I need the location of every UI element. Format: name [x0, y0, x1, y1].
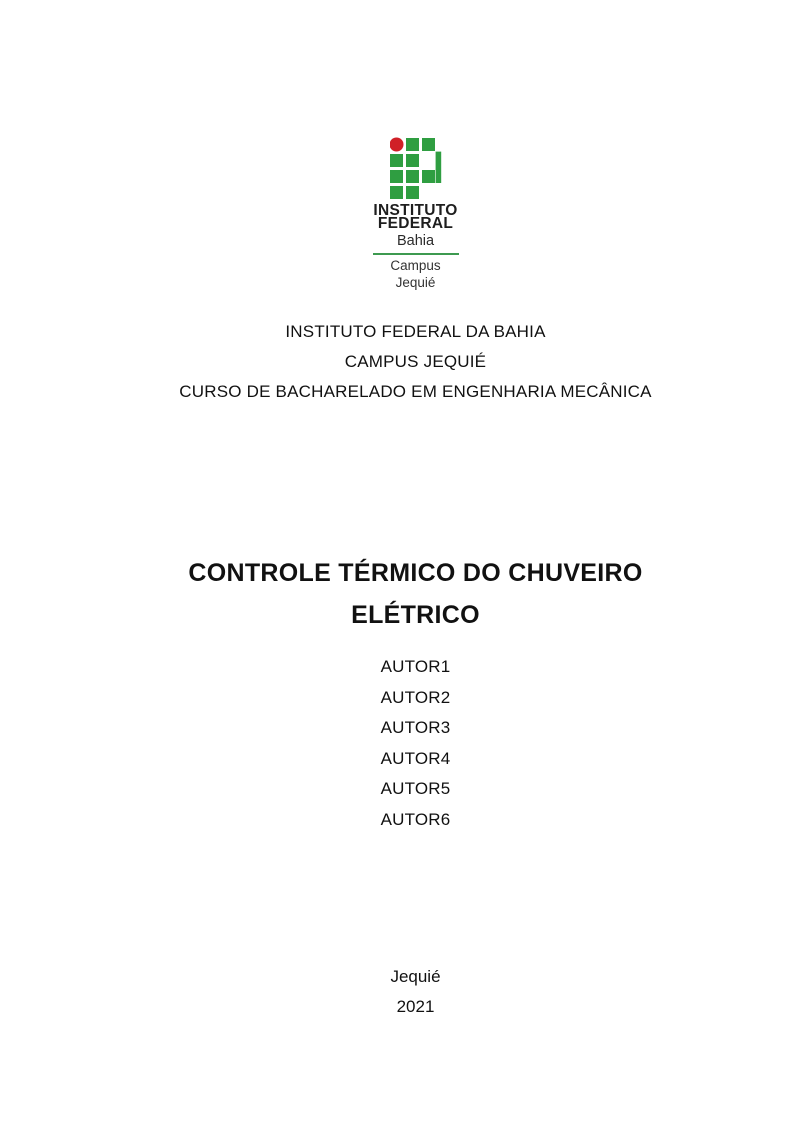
institution-line-1: INSTITUTO FEDERAL DA BAHIA — [285, 322, 546, 341]
author-line: AUTOR1 — [380, 657, 451, 676]
footer-city: Jequié — [390, 967, 441, 986]
cover-footer — [113, 962, 718, 1022]
ifba-logo-block — [113, 137, 718, 291]
work-title — [113, 552, 718, 636]
institution-line-3: CURSO DE BACHARELADO EM ENGENHARIA MECÂNICA — [179, 382, 652, 401]
author-line: AUTOR3 — [380, 718, 451, 737]
institution-line-2: CAMPUS JEQUIÉ — [344, 352, 487, 371]
author-line: AUTOR6 — [380, 809, 451, 829]
work-title-line-1: CONTROLE TÉRMICO DO CHUVEIRO — [188, 559, 643, 587]
logo-campus-line1: Campus — [390, 258, 441, 273]
institution-heading — [113, 317, 718, 407]
logo-name-line2: FEDERAL — [377, 214, 454, 232]
authors-list — [113, 652, 718, 835]
logo-divider — [373, 253, 459, 255]
author-line: AUTOR2 — [380, 687, 451, 707]
logo-state: Bahia — [396, 233, 435, 249]
ifba-logo-icon — [390, 137, 442, 199]
author-line: AUTOR4 — [380, 748, 451, 768]
footer-year: 2021 — [396, 997, 435, 1016]
work-title-line-2: ELÉTRICO — [351, 601, 480, 629]
author-line: AUTOR5 — [380, 779, 451, 798]
logo-name-line1: INSTITUTO — [373, 202, 458, 219]
logo-campus-line2: Jequié — [395, 274, 436, 290]
